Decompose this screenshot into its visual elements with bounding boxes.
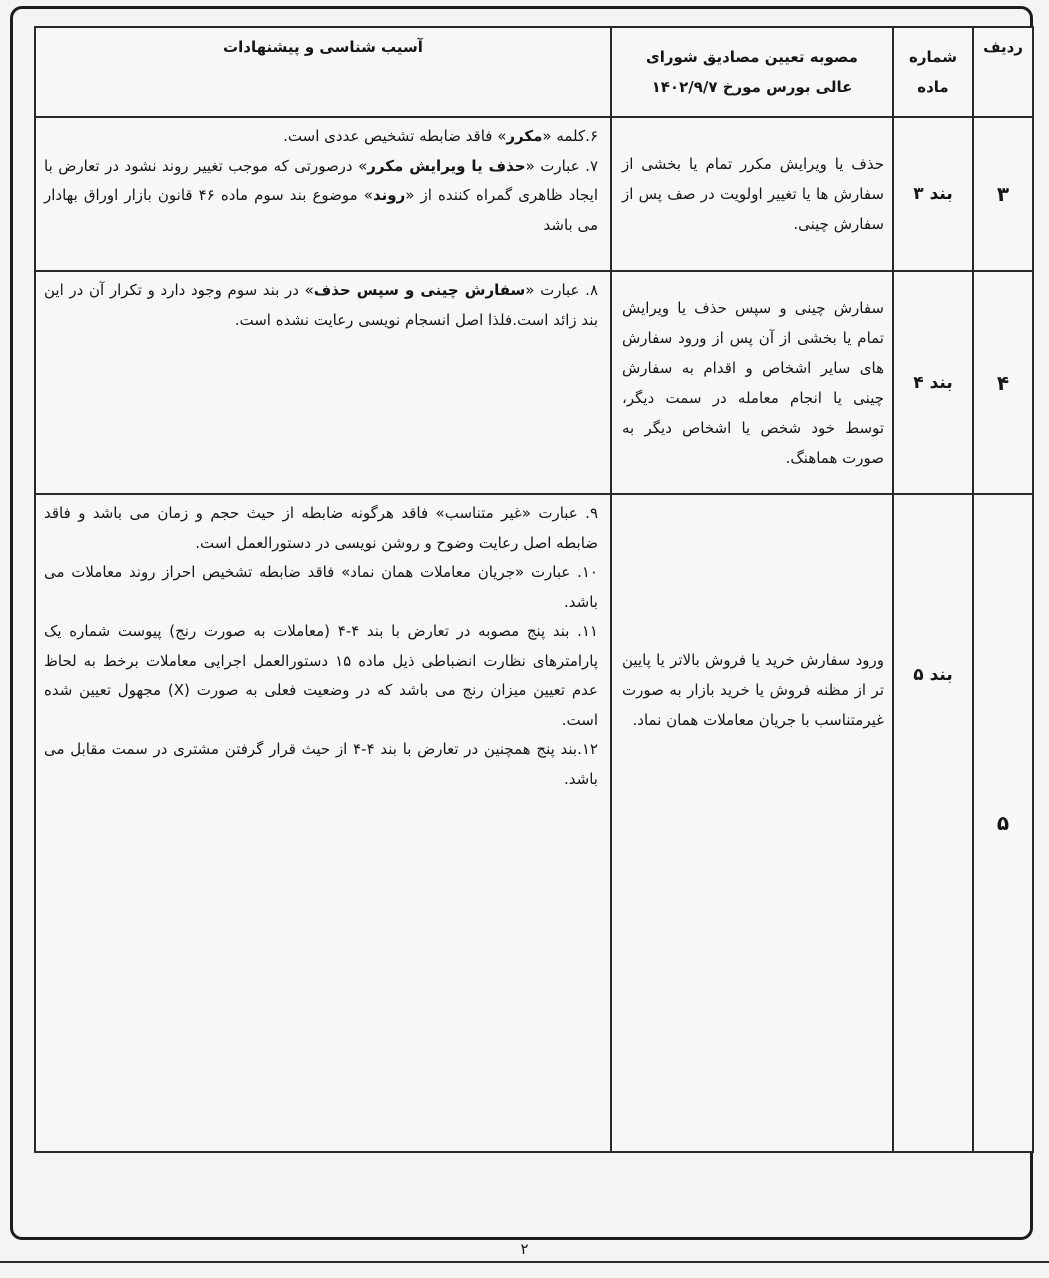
- header-row: [35, 27, 1033, 117]
- critique-paragraph: [44, 276, 598, 335]
- critique-paragraph: ۹. عبارت «غیر متناسب» فاقد هرگونه ضابطه از حیث حجم و زمان می باشد و فاقد ضابطه اصل رعایت وضوح و روشن نویسی در دستورالعمل است.: [44, 504, 598, 552]
- bottom-rule: [0, 1261, 1049, 1263]
- article-number: بند ۴: [893, 271, 973, 494]
- critique-paragraph: ۱۱. بند پنج مصوبه در تعارض با بند ۴-۴ (معاملات به صورت رنج) پیوست شماره یک پارامترهای نظارت انضباطی ذیل ماده ۱۵ دستورالعمل اجرایی معاملات برخط به لحاظ عدم تعیین میزان رنج می باشد که در وضعیت فعلی به صورت (X) مجهول تعیین شده است.: [44, 622, 599, 729]
- header-critique: آسیب شناسی و پیشنهادات: [35, 27, 611, 117]
- critique-text: » فاقد ضابطه تشخیص عددی است.: [283, 127, 507, 145]
- document-table: [34, 26, 1034, 1153]
- resolution-text: ورود سفارش خرید یا فروش بالاتر یا پایین تر از مظنه فروش یا خرید بازار به صورت غیرمتناسب با جریان معاملات همان نماد.: [611, 494, 893, 1152]
- table-row: [35, 271, 1033, 494]
- critique-text: ۸. عبارت «: [525, 281, 598, 299]
- critique-paragraph: [44, 152, 598, 241]
- critique-text: » در بند سوم وجود دارد و تکرار آن در این بند زائد است.فلذا اصل انسجام نویسی رعایت نشده است.: [44, 281, 598, 329]
- row-number: ۳: [973, 117, 1033, 271]
- article-number: بند ۳: [893, 117, 973, 271]
- critique-cell: [35, 494, 611, 1152]
- critique-cell: [35, 117, 611, 271]
- critique-paragraph: ۱۰. عبارت «جریان معاملات همان نماد» فاقد ضابطه تشخیص احراز روند معاملات می باشد.: [44, 563, 598, 611]
- critique-text: ۷. عبارت «: [525, 156, 598, 175]
- row-number: ۵: [973, 494, 1033, 1152]
- resolution-text: سفارش چینی و سپس حذف یا ویرایش تمام یا بخشی از آن پس از ورود سفارش های سایر اشخاص و اقدام به سفارش چینی یا انجام معامله در سمت دیگر، توسط خود شخص یا اشخاص دیگر به صورت هماهنگ.: [611, 271, 893, 494]
- row-number: ۴: [973, 271, 1033, 494]
- critique-bold-term: سفارش چینی و سپس حذف: [313, 281, 526, 299]
- critique-paragraph: ۱۲.بند پنج همچنین در تعارض با بند ۴-۴ از حیث قرار گرفتن مشتری در سمت مقابل می باشد.: [44, 740, 598, 788]
- critique-bold-term: حذف یا ویرایش مکرر: [367, 156, 526, 175]
- critique-text: » موضوع بند سوم ماده ۴۶ قانون بازار اوراق بهادار می باشد: [44, 186, 598, 234]
- header-resolution: مصوبه تعیین مصادیق شورای عالی بورس مورخ ۱۴۰۲/۹/۷: [611, 27, 893, 117]
- critique-text: » درصورتی که موجب تغییر روند نشود در تعارض با ایجاد ظاهری گمراه کننده از «: [44, 156, 599, 204]
- page-number: ۲: [520, 1240, 529, 1258]
- critique-text: ۶.کلمه «: [542, 127, 598, 145]
- table-row: [35, 117, 1033, 271]
- article-number: بند ۵: [893, 494, 973, 1152]
- header-row-number: ردیف: [973, 27, 1033, 117]
- critique-bold-term: روند: [372, 186, 406, 204]
- critique-cell: [35, 271, 611, 494]
- resolution-text: حذف یا ویرایش مکرر تمام یا بخشی از سفارش ها یا تغییر اولویت در صف پس از سفارش چینی.: [611, 117, 893, 271]
- critique-bold-term: مکرر: [506, 127, 543, 145]
- critique-paragraph: [44, 122, 598, 152]
- header-article-number: شماره ماده: [893, 27, 973, 117]
- table-row: [35, 494, 1033, 1152]
